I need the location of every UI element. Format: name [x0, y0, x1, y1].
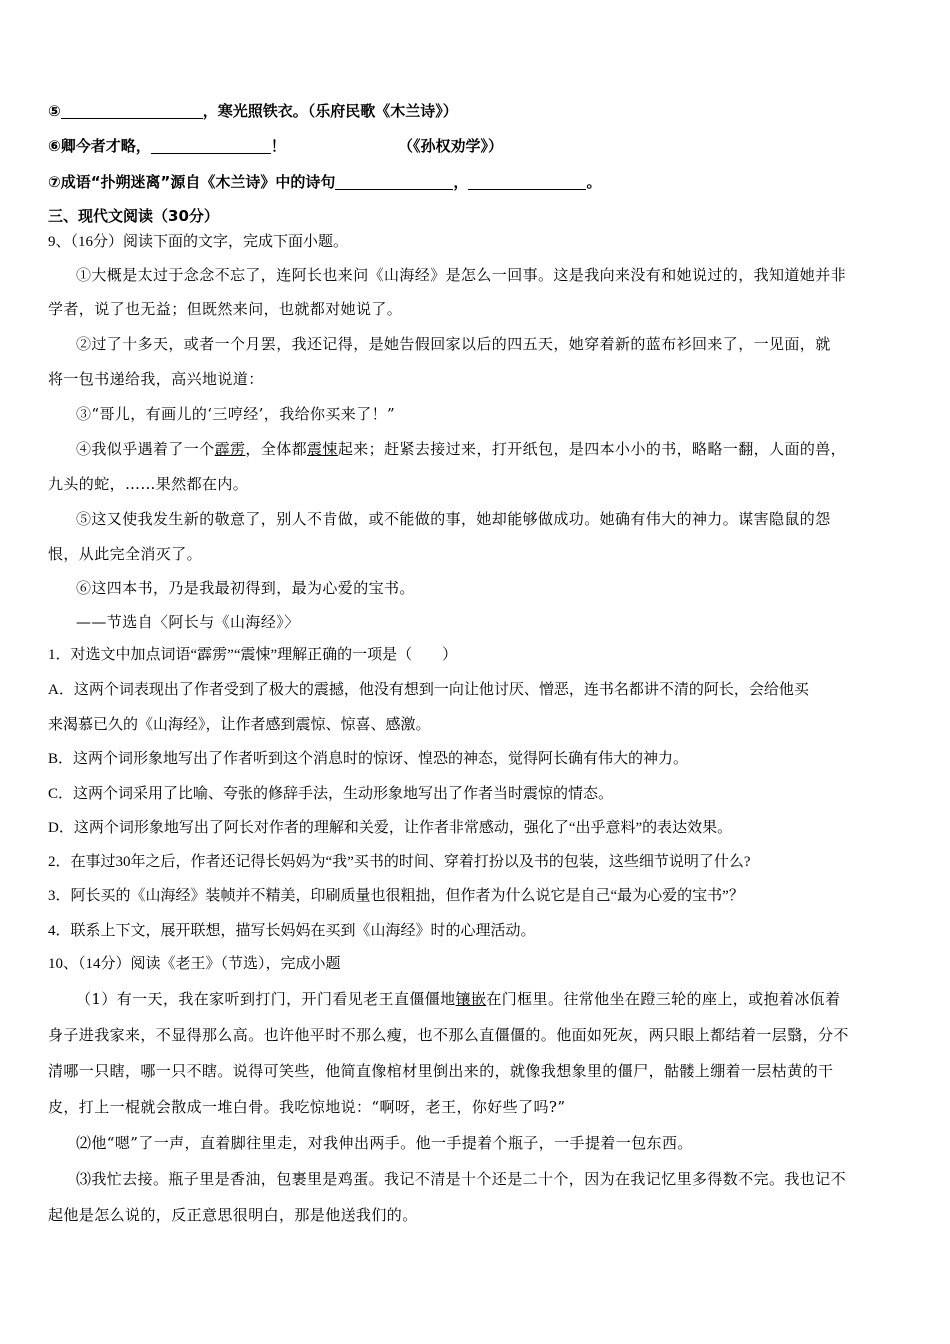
- sub-question-2: 2．在事过30年之后，作者还记得长妈妈为“我”买书的时间、穿着打扮以及书的包装，这些细节说明了什么?: [48, 854, 751, 870]
- sub-question-1: 1．对选文中加点词语“霹雳”“震悚”理解正确的一项是（ ）: [48, 647, 458, 663]
- passage-line: 九头的蛇，……果然都在内。: [48, 475, 249, 493]
- section-heading: 三、现代文阅读（30分）: [48, 207, 219, 225]
- item-text: 成语“扑朔迷离”源自《木兰诗》中的诗句: [60, 173, 336, 191]
- marked-word: 镶嵌: [455, 990, 487, 1008]
- item-number: ⑤: [48, 102, 61, 120]
- passage-line: ⑤这又使我发生新的敬意了，别人不肯做，或不能做的事，她却能够做成功。她确有伟大的神力。谋害隐鼠的怨: [76, 510, 831, 528]
- sub-question-4: 4．联系上下文，展开联想，描写长妈妈在买到《山海经》时的心理活动。: [48, 923, 536, 939]
- blank-item-6: [48, 136, 286, 156]
- passage-line: 学者，说了也无益；但既然来问，也就都对她说了。: [48, 300, 403, 318]
- item-text: ，: [453, 173, 469, 191]
- question-9-intro: 9、（16分）阅读下面的文字，完成下面小题。: [48, 234, 349, 250]
- question-10-intro: 10、（14分）阅读《老王》（节选），完成小题: [48, 956, 341, 972]
- answer-blank[interactable]: [335, 173, 453, 190]
- option-b[interactable]: B．这两个词形象地写出了作者听到这个消息时的惊讶、惶恐的神态，觉得阿长确有伟大的神力。: [48, 751, 689, 767]
- item-number: ⑥: [48, 137, 61, 155]
- marked-word: 震悚: [307, 440, 338, 458]
- passage-line: 清哪一只瞎，哪一只不瞎。说得可笑些，他简直像棺材里倒出来的，就像我想象里的僵尸，骷髅上绷着一层枯黄的干: [48, 1062, 834, 1080]
- passage-line: 将一包书递给我，高兴地说道：: [48, 370, 264, 388]
- passage-line: ④我似乎遇着了一个霹雳，全体都震悚起来；赶紧去接过来，打开纸包，是四本小小的书，略略一翻，人面的兽，: [76, 440, 847, 458]
- answer-blank[interactable]: [468, 173, 586, 190]
- option-d[interactable]: D．这两个词形象地写出了阿长对作者的理解和关爱，让作者非常感动，强化了“出乎意料”的表达效果。: [48, 820, 733, 836]
- passage-line: ⑵他“嗯”了一声，直着脚往里走，对我伸出两手。他一手提着个瓶子，一手提着一包东西。: [76, 1134, 693, 1152]
- passage-line: ⑶我忙去接。瓶子里是香油，包裹里是鸡蛋。我记不清是十个还是二十个，因为在我记忆里多得数不完。我也记不: [76, 1170, 847, 1188]
- passage-line: 起他是怎么说的，反正意思很明白，那是他送我们的。: [48, 1206, 418, 1224]
- item-text: 。: [586, 173, 602, 191]
- passage-line: 皮，打上一棍就会散成一堆白骨。我吃惊地说：“啊呀，老王，你好些了吗?”: [48, 1098, 566, 1116]
- marked-word: 霹雳: [214, 440, 246, 458]
- blank-item-7: [48, 172, 601, 192]
- item-number: ⑦: [48, 173, 61, 191]
- passage-line: 恨，从此完全消灭了。: [48, 545, 203, 563]
- answer-blank[interactable]: [151, 137, 271, 154]
- item-text: ，寒光照铁衣。（乐府民歌《木兰诗》）: [202, 102, 458, 120]
- blank-item-5: [48, 101, 458, 121]
- option-c[interactable]: C．这两个词采用了比喻、夸张的修辞手法，生动形象地写出了作者当时震惊的情态。: [48, 786, 614, 802]
- item-text: 卿今者才略，: [60, 137, 151, 155]
- passage-line: 身子进我家来，不显得那么高。也许他平时不那么瘦，也不那么直僵僵的。他面如死灰，两只眼上都结着一层翳，分不: [48, 1026, 849, 1044]
- passage-line: （1）有一天，我在家听到打门，开门看见老王直僵僵地镶嵌在门框里。往常他坐在蹬三轮的座上，或抱着冰佤着: [76, 990, 841, 1008]
- passage-line: ②过了十多天，或者一个月罢，我还记得，是她告假回家以后的四五天，她穿着新的蓝布衫回来了，一见面，就: [76, 335, 831, 353]
- passage-line: ①大概是太过于念念不忘了，连阿长也来问《山海经》是怎么一回事。这是我向来没有和她说过的，我知道她并非: [76, 266, 847, 284]
- item-6-source: （《孙权劝学》）: [398, 137, 504, 155]
- passage-line: ⑥这四本书，乃是我最初得到，最为心爱的宝书。: [76, 579, 415, 597]
- option-a[interactable]: A．这两个词表现出了作者受到了极大的震撼，他没有想到一向让他讨厌、憎恶，连书名都讲不清的阿长，会给他买: [48, 682, 809, 698]
- sub-question-3: 3．阿长买的《山海经》装帧并不精美，印刷质量也很粗拙，但作者为什么说它是自己“最为心爱的宝书”？: [48, 888, 744, 904]
- answer-blank[interactable]: [61, 102, 203, 119]
- passage-source: ——节选自〈阿长与《山海经》〉: [76, 613, 300, 631]
- option-a-continued: 来渴慕已久的《山海经》，让作者感到震惊、惊喜、感激。: [48, 717, 431, 733]
- item-text: ！: [270, 137, 286, 155]
- passage-line: ③“哥儿，有画儿的‘三哼经’，我给你买来了！”: [76, 405, 396, 423]
